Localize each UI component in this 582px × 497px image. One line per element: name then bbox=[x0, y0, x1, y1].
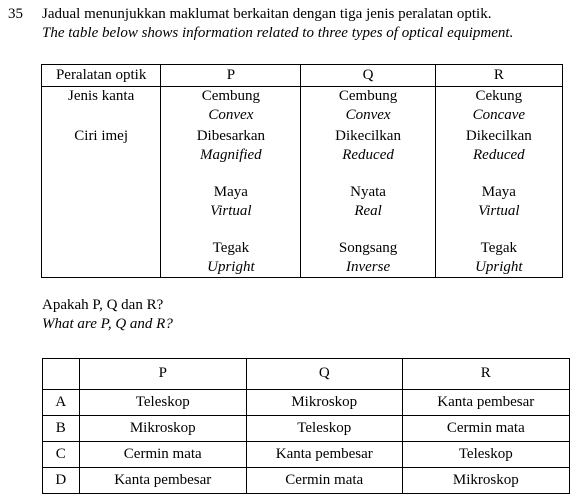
option-p: Teleskop bbox=[79, 390, 246, 416]
option-r: Cermin mata bbox=[402, 416, 569, 442]
option-letter[interactable]: D bbox=[43, 468, 80, 494]
image-r-size-en: Reduced bbox=[473, 147, 525, 163]
image-q-orientation-en: Inverse bbox=[345, 259, 391, 275]
lens-q-en: Convex bbox=[345, 107, 391, 123]
option-q: Teleskop bbox=[246, 416, 402, 442]
header-r: R bbox=[435, 65, 562, 87]
info-table-header bbox=[42, 65, 563, 87]
lens-r bbox=[435, 87, 562, 128]
question-stem-malay: Jadual menunjukkan maklumat berkaitan dengan tiga jenis peralatan optik. bbox=[42, 6, 492, 22]
image-q-size-en: Reduced bbox=[342, 147, 394, 163]
lens-q-ms: Cembung bbox=[338, 88, 398, 104]
option-row-b[interactable] bbox=[43, 416, 570, 442]
image-r-nature-en: Virtual bbox=[478, 203, 520, 219]
prompt-english: What are P, Q and R? bbox=[42, 316, 173, 332]
options-header-p: P bbox=[79, 359, 246, 390]
lens-p-ms: Cembung bbox=[201, 88, 261, 104]
option-p: Kanta pembesar bbox=[79, 468, 246, 494]
image-q bbox=[301, 127, 435, 278]
image-p-nature-en: Virtual bbox=[210, 203, 252, 219]
header-optical-equipment: Peralatan optik bbox=[42, 65, 161, 87]
option-p: Mikroskop bbox=[79, 416, 246, 442]
image-q-size-ms: Dikecilkan bbox=[335, 128, 401, 144]
options-header-r: R bbox=[402, 359, 569, 390]
option-letter[interactable]: A bbox=[43, 390, 80, 416]
image-p-size-ms: Dibesarkan bbox=[196, 128, 266, 144]
option-row-d[interactable] bbox=[43, 468, 570, 494]
image-q-nature-en: Real bbox=[354, 203, 382, 219]
image-p-size-en: Magnified bbox=[200, 147, 262, 163]
lens-q bbox=[301, 87, 435, 128]
lens-r-ms: Cekung bbox=[475, 88, 523, 104]
question-stem-english: The table below shows information related to three types of optical equipment. bbox=[42, 25, 514, 41]
option-letter[interactable]: B bbox=[43, 416, 80, 442]
image-p-orientation-ms: Tegak bbox=[212, 240, 250, 256]
image-r-orientation-ms: Tegak bbox=[480, 240, 518, 256]
option-r: Mikroskop bbox=[402, 468, 569, 494]
answer-options-table bbox=[42, 358, 570, 494]
lens-r-en: Concave bbox=[472, 107, 526, 123]
optical-info-table bbox=[41, 64, 563, 278]
image-p-nature-ms: Maya bbox=[213, 184, 248, 200]
image-q-orientation-ms: Songsang bbox=[338, 240, 398, 256]
image-p-orientation-en: Upright bbox=[207, 259, 255, 275]
prompt-malay: Apakah P, Q dan R? bbox=[42, 297, 164, 313]
lens-p-en: Convex bbox=[208, 107, 254, 123]
header-p: P bbox=[161, 65, 301, 87]
image-q-nature-ms: Nyata bbox=[350, 184, 386, 200]
image-r bbox=[435, 127, 562, 278]
option-r: Kanta pembesar bbox=[402, 390, 569, 416]
lens-p bbox=[161, 87, 301, 128]
option-letter[interactable]: C bbox=[43, 442, 80, 468]
lens-type-row bbox=[42, 87, 563, 128]
header-q: Q bbox=[301, 65, 435, 87]
options-header-row bbox=[43, 359, 570, 390]
image-r-nature-ms: Maya bbox=[481, 184, 516, 200]
options-header-q: Q bbox=[246, 359, 402, 390]
option-row-c[interactable] bbox=[43, 442, 570, 468]
image-characteristics-row bbox=[42, 127, 563, 278]
question-number: 35 bbox=[8, 6, 23, 22]
option-row-a[interactable] bbox=[43, 390, 570, 416]
option-q: Kanta pembesar bbox=[246, 442, 402, 468]
option-q: Cermin mata bbox=[246, 468, 402, 494]
image-r-orientation-en: Upright bbox=[475, 259, 523, 275]
option-q: Mikroskop bbox=[246, 390, 402, 416]
image-p bbox=[161, 127, 301, 278]
options-header-blank bbox=[43, 359, 80, 390]
image-characteristics-label: Ciri imej bbox=[42, 127, 161, 278]
lens-type-label: Jenis kanta bbox=[42, 87, 161, 128]
option-r: Teleskop bbox=[402, 442, 569, 468]
image-r-size-ms: Dikecilkan bbox=[465, 128, 532, 144]
option-p: Cermin mata bbox=[79, 442, 246, 468]
